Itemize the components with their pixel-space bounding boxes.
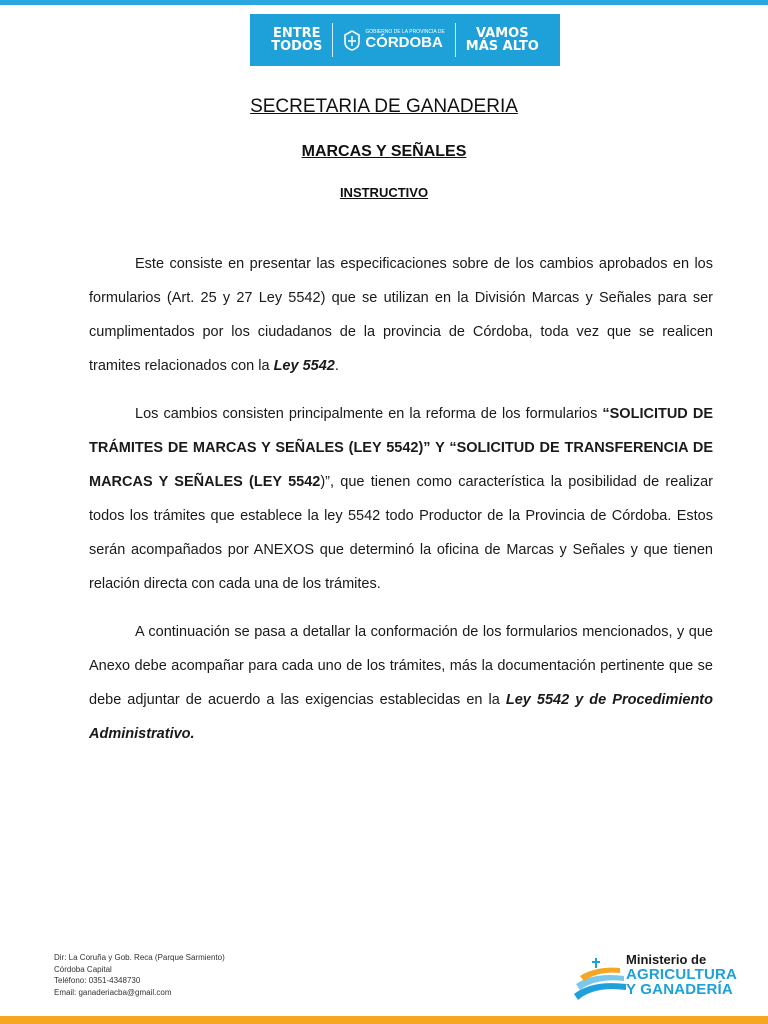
- vamos-mas-alto-logo: VAMOS MÁS ALTO: [465, 26, 539, 54]
- paragraph-2: Los cambios consisten principalmente en la reforma de los formularios “SOLICITUD DE TRÁMITES DE MARCAS Y SEÑALES (LEY 5542)” Y “SOLICITUD DE TRANSFERENCIA DE MARCAS Y SEÑALES (LEY 5542)”, que tienen como característica la posibilidad de realizar todos los trámites que establece la ley 5542 todo Productor de la Provincia de Córdoba. Estos serán acompañados por ANEXOS que determinó la oficina de Marcas y Señales y que tienen relación directa con cada una de los trámites.: [89, 406, 713, 592]
- ministry-logo: Ministerio de AGRICULTURA Y GANADERÍA: [572, 950, 742, 1006]
- document-body: [89, 247, 713, 765]
- banner-divider: [332, 23, 333, 57]
- law-reference: Ley 5542: [273, 358, 335, 374]
- form-names: “SOLICITUD DE TRÁMITES DE MARCAS Y SEÑALES (LEY 5542)” Y “SOLICITUD DE TRANSFERENCIA DE MARCAS Y SEÑALES (LEY 5542: [89, 406, 713, 490]
- email-line: Email: ganaderiacba@gmail.com: [54, 987, 172, 997]
- coat-of-arms-icon: [343, 29, 361, 51]
- government-banner: [250, 14, 560, 66]
- paragraph-1: Este consiste en presentar las especificaciones sobre de los cambios aprobados en los formularios (Art. 25 y 27 Ley 5542) que se utilizan en la División Marcas y Señales para ser cumplimentados por los ciudadanos de la provincia de Córdoba, toda vez que se realicen tramites relacionados con la Ley 5542.: [89, 256, 713, 374]
- law-reference: Ley 5542 y de Procedimiento Administrativo.: [89, 692, 713, 742]
- paragraph-3: A continuación se pasa a detallar la conformación de los formularios mencionados, y que Anexo debe acompañar para cada uno de los trámites, más la documentación pertinente que se debe adjuntar de acuerdo a las exigencias establecidas en la Ley 5542 y de Procedimiento Administrativo.: [89, 624, 713, 742]
- section-heading: INSTRUCTIVO: [339, 185, 429, 200]
- contact-info: [54, 952, 225, 998]
- document-subtitle: MARCAS Y SEÑALES: [301, 143, 467, 160]
- bottom-stripe: [0, 1016, 768, 1024]
- top-stripe: [0, 0, 768, 5]
- city-line: Córdoba Capital: [54, 964, 112, 974]
- banner-divider: [455, 23, 456, 57]
- address-line: Dir: La Coruña y Gob. Reca (Parque Sarmiento): [54, 953, 225, 962]
- phone-line: Teléfono: 0351-4348730: [54, 976, 141, 985]
- document-title: SECRETARIA DE GANADERIA: [250, 96, 518, 117]
- fields-emblem-icon: [572, 954, 628, 1006]
- cordoba-logo: GOBIERNO DE LA PROVINCIA DE CÓRDOBA: [343, 29, 444, 51]
- entre-todos-logo: ENTRE TODOS: [271, 26, 323, 54]
